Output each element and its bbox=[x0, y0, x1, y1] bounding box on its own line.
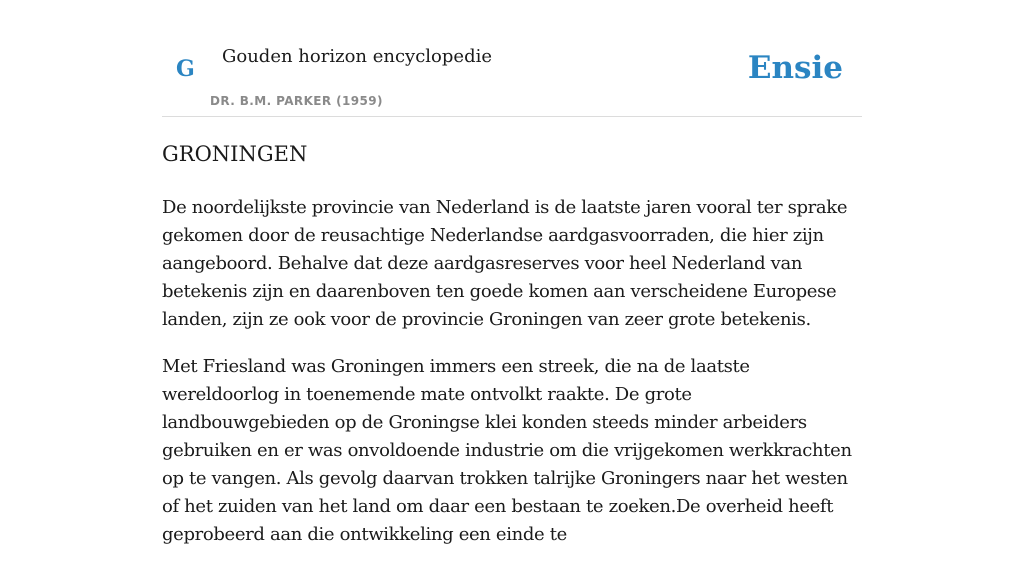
header bbox=[162, 0, 862, 117]
book-logo-icon[interactable]: G bbox=[176, 56, 195, 82]
book-author: DR. B.M. PARKER (1959) bbox=[210, 94, 383, 108]
article bbox=[162, 138, 862, 568]
article-title: GRONINGEN bbox=[162, 142, 308, 166]
article-paragraph-1: De noordelijkste provincie van Nederland is de laatste jaren vooral ter sprake gekomen door de reusachtige Nederlandse aardgasvoorraden, die hier zijn aangeboord. Behalve dat deze aardgasreserves voor heel Nederland van betekenis zijn en daarenboven ten goede komen aan verscheidene Europese landen, zijn ze ook voor de provincie Groningen van zeer grote betekenis. bbox=[162, 197, 848, 330]
ensie-logo[interactable]: Ensie bbox=[747, 50, 843, 86]
book-title[interactable]: Gouden horizon encyclopedie bbox=[222, 46, 492, 67]
article-paragraph-2: Met Friesland was Groningen immers een streek, die na de laatste wereldoorlog in toenemende mate ontvolkt raakte. De grote landbouwgebieden op de Groningse klei konden steeds minder arbeiders gebruiken en er was onvoldoende industrie om die vrijgekomen werkkrachten op te vangen. Als gevolg daarvan trokken talrijke Groningers naar het westen of het zuiden van het land om daar een bestaan te zoeken.De overheid heeft geprobeerd aan die ontwikkeling een einde te bbox=[162, 356, 852, 545]
